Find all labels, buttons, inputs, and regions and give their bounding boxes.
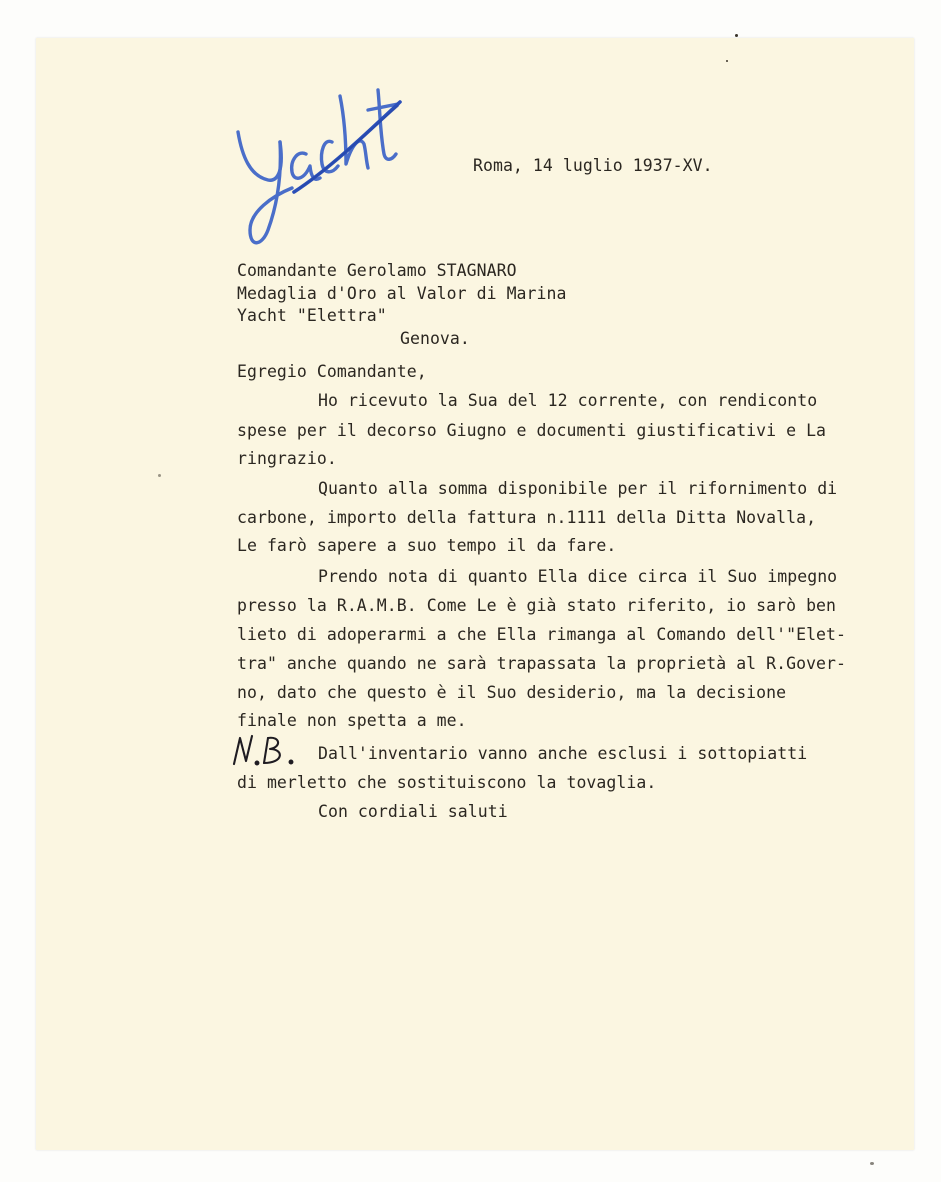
body-line: carbone, importo della fattura n.1111 della Ditta Novalla,: [237, 508, 817, 527]
recipient-line-honor: Medaglia d'Oro al Valor di Marina: [237, 284, 567, 303]
body-line: Dall'inventario vanno anche esclusi i sottopiatti: [318, 744, 808, 763]
scan-speck: [870, 1162, 874, 1165]
body-line: Le farò sapere a suo tempo il da fare.: [237, 536, 617, 555]
date-line: Roma, 14 luglio 1937-XV.: [473, 156, 713, 175]
salutation: Egregio Comandante,: [237, 362, 427, 381]
body-line: no, dato che questo è il Suo desiderio, ma la decisione: [237, 683, 787, 702]
scan-speck: [735, 34, 738, 37]
scan-speck: [726, 60, 728, 62]
paper-sheet: [36, 38, 914, 1150]
body-line: di merletto che sostituiscono la tovaglia.: [237, 773, 657, 792]
body-line: Ho ricevuto la Sua del 12 corrente, con rendiconto: [318, 391, 818, 410]
closing: Con cordiali saluti: [318, 802, 508, 821]
recipient-line-name: Comandante Gerolamo STAGNARO: [237, 261, 517, 280]
body-line: tra" anche quando ne sarà trapassata la proprietà al R.Gover-: [237, 654, 847, 673]
body-line: Prendo nota di quanto Ella dice circa il Suo impegno: [318, 567, 838, 586]
body-line: lieto di adoperarmi a che Ella rimanga al Comando dell'"Elet-: [237, 625, 847, 644]
body-line: spese per il decorso Giugno e documenti giustificativi e La: [237, 421, 827, 440]
pencil-annotation-yacht: [228, 80, 413, 255]
body-line: finale non spetta a me.: [237, 711, 467, 730]
recipient-line-city: Genova.: [400, 329, 470, 348]
body-line: Quanto alla somma disponibile per il rifornimento di: [318, 479, 838, 498]
recipient-line-vessel: Yacht "Elettra": [237, 306, 387, 325]
body-line: ringrazio.: [237, 449, 337, 468]
pen-annotation-nb: [228, 733, 302, 769]
scan-speck: [158, 474, 161, 477]
body-line: presso la R.A.M.B. Come Le è già stato riferito, io sarò ben: [237, 596, 837, 615]
